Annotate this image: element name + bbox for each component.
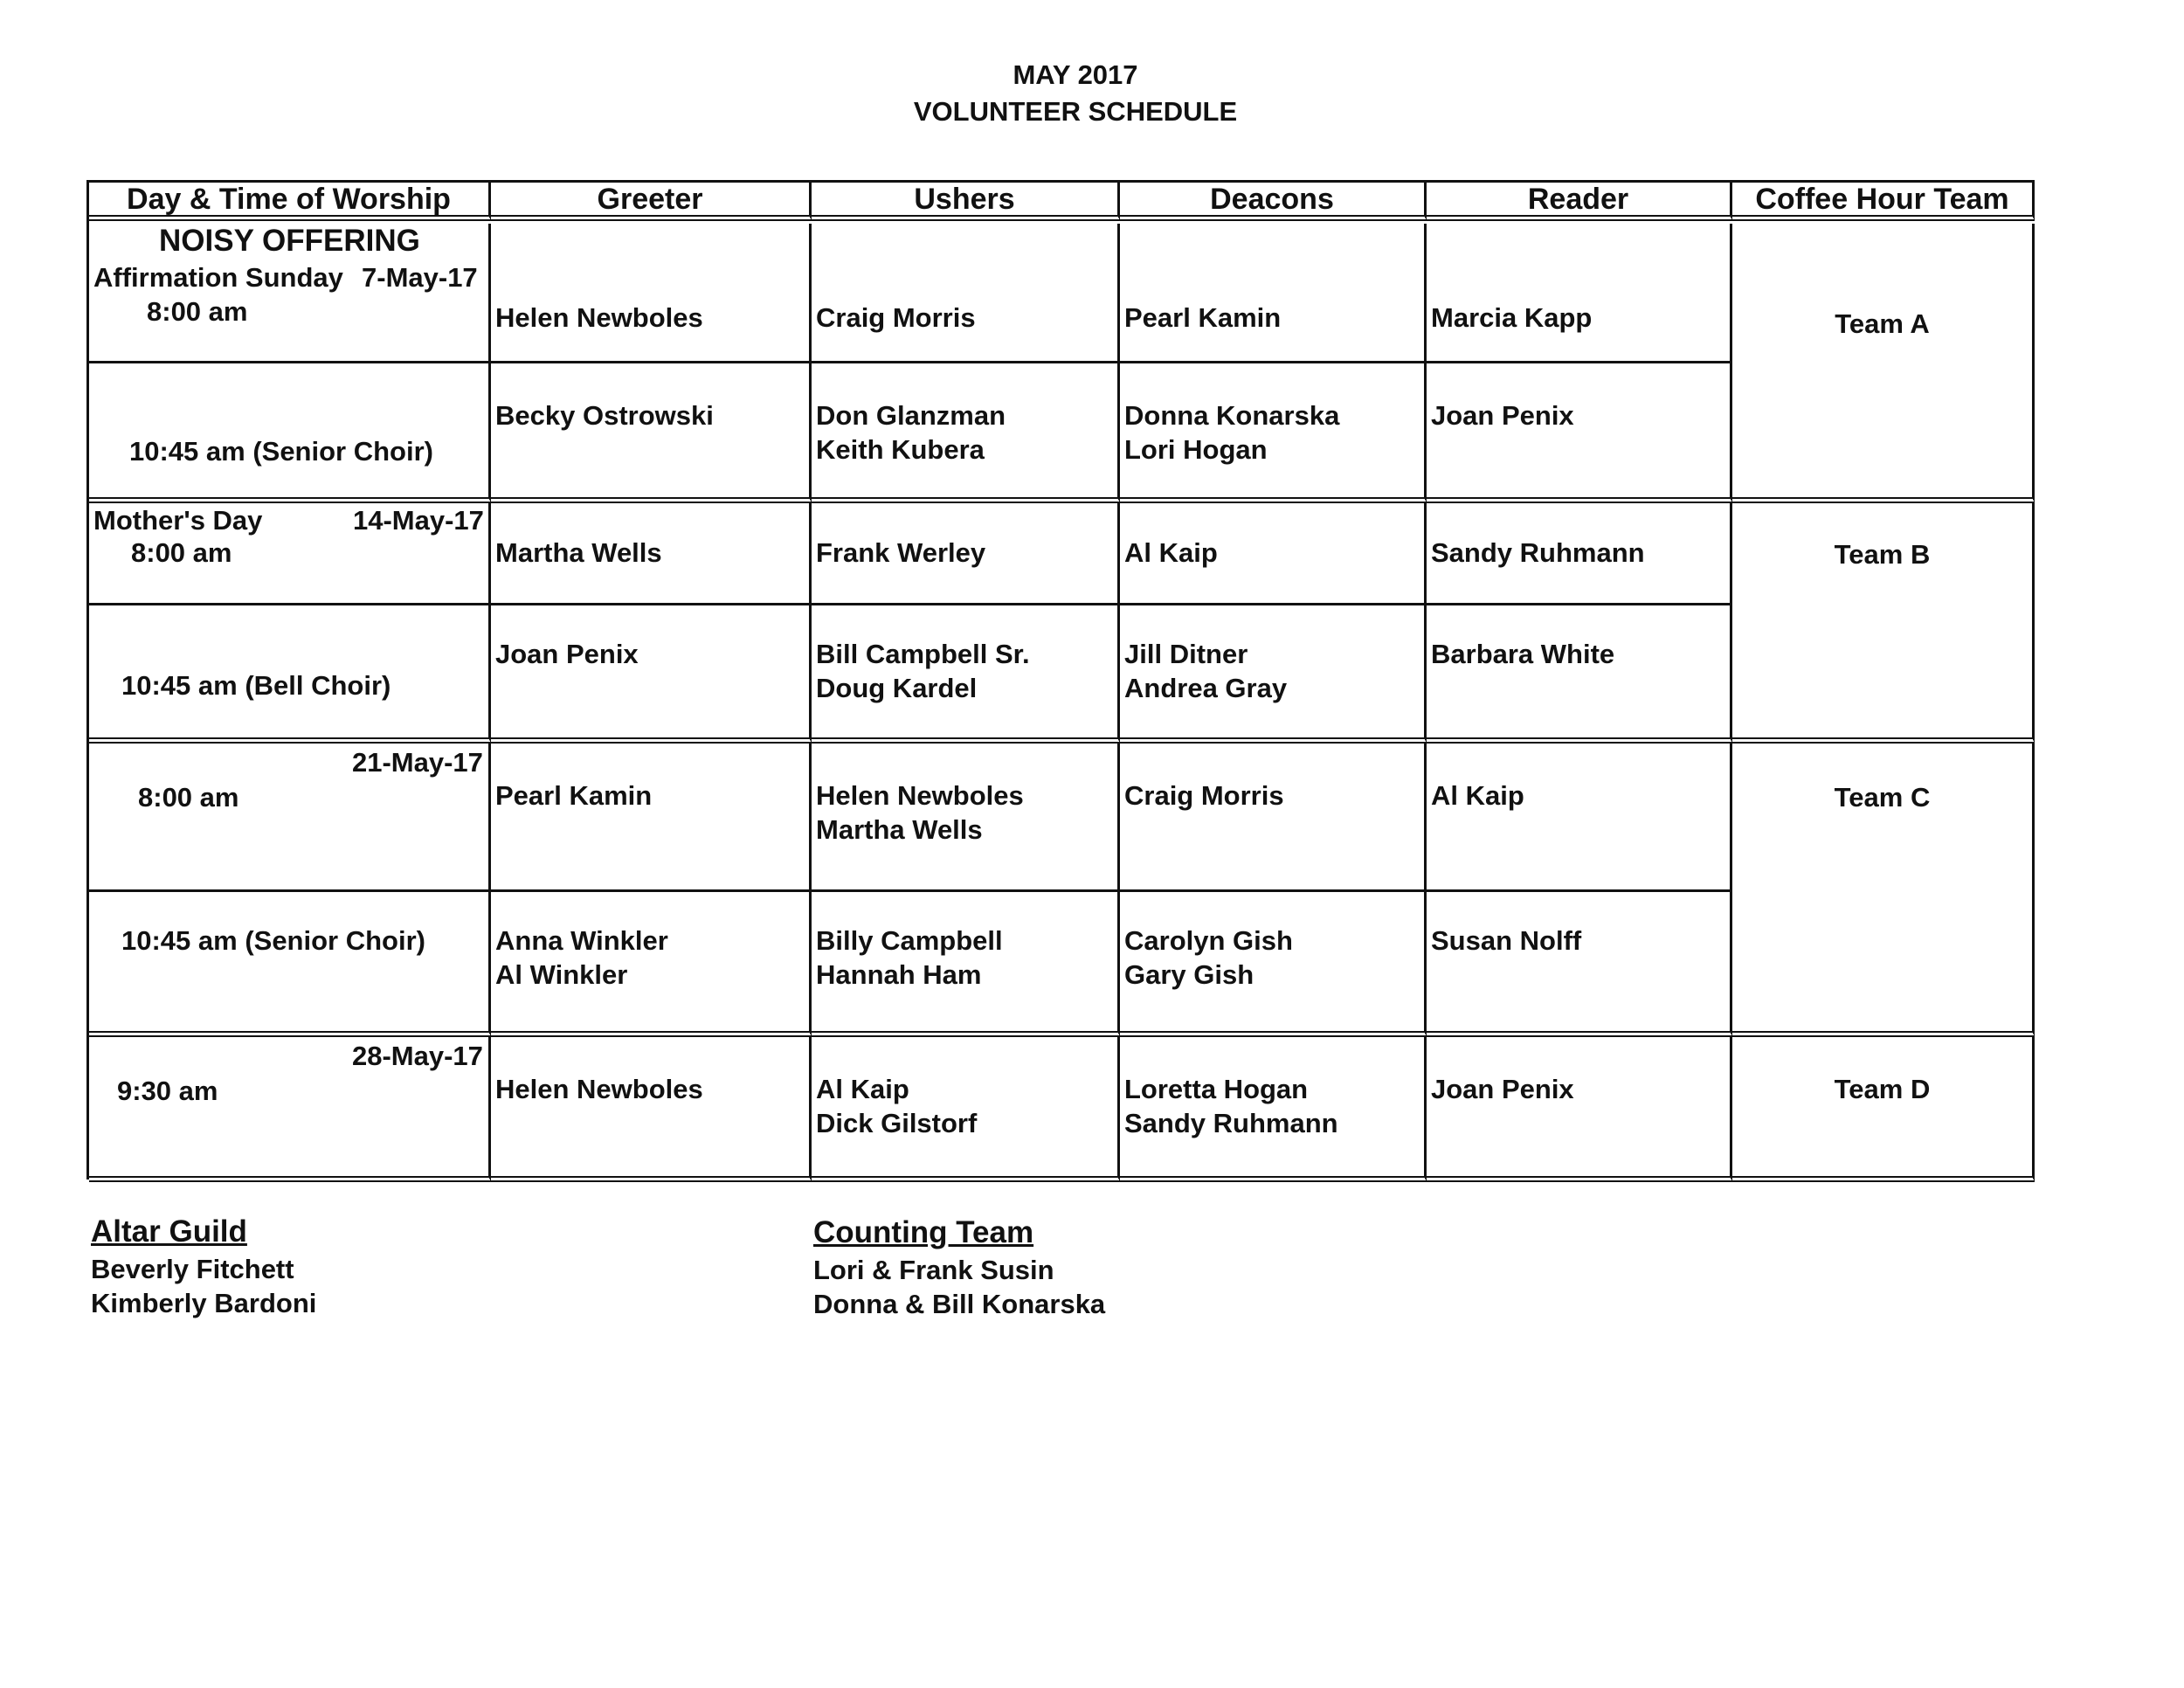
counting-team-member: Lori & Frank Susin — [813, 1255, 1054, 1285]
week-date: 14-May-17 — [353, 505, 484, 536]
week-date: 28-May-17 — [352, 1041, 483, 1071]
usher-name: Hannah Ham — [816, 959, 982, 990]
column-header-coffee-hour-team: Coffee Hour Team — [1732, 183, 2035, 221]
service-time: 8:00 am — [131, 537, 232, 568]
deacon-name: Al Kaip — [1124, 537, 1218, 568]
greeter-name: Joan Penix — [495, 639, 639, 669]
usher-name: Billy Campbell — [816, 925, 1003, 956]
reader-name: Joan Penix — [1431, 400, 1574, 431]
reader-name: Sandy Ruhmann — [1431, 537, 1645, 568]
greeter-name: Helen Newboles — [495, 1074, 703, 1104]
altar-guild-member: Beverly Fitchett — [91, 1254, 294, 1284]
deacon-name: Jill Ditner — [1124, 639, 1248, 669]
counting-team-heading: Counting Team — [813, 1215, 1034, 1249]
deacons-cell — [1120, 363, 1427, 503]
deacons-cell — [1120, 1037, 1427, 1182]
counting-team-member: Donna & Bill Konarska — [813, 1289, 1106, 1319]
greeter-cell — [491, 605, 812, 744]
reader-name: Barbara White — [1431, 639, 1615, 669]
week-label: Affirmation Sunday — [93, 262, 343, 293]
reader-cell — [1427, 892, 1732, 1037]
greeter-name: Pearl Kamin — [495, 780, 653, 811]
worship-cell-week1-late — [89, 363, 491, 503]
usher-name: Frank Werley — [816, 537, 986, 568]
coffee-team-name: Team D — [1834, 1074, 1931, 1104]
greeter-name: Becky Ostrowski — [495, 400, 714, 431]
coffee-team-cell — [1732, 1037, 2035, 1182]
altar-guild-heading: Altar Guild — [91, 1214, 247, 1249]
altar-guild-member: Kimberly Bardoni — [91, 1288, 317, 1318]
usher-name: Craig Morris — [816, 302, 976, 333]
ushers-cell — [812, 605, 1120, 744]
greeter-name: Martha Wells — [495, 537, 662, 568]
noisy-offering-banner: NOISY OFFERING — [159, 224, 420, 258]
greeter-cell — [491, 892, 812, 1037]
coffee-team-cell — [1732, 503, 2035, 744]
worship-cell-week3-early — [89, 744, 491, 892]
greeter-name: Al Winkler — [495, 959, 628, 990]
greeter-cell — [491, 224, 812, 363]
deacon-name: Gary Gish — [1124, 959, 1254, 990]
deacons-cell — [1120, 605, 1427, 744]
ushers-cell — [812, 363, 1120, 503]
usher-name: Dick Gilstorf — [816, 1108, 978, 1138]
coffee-team-name: Team C — [1834, 782, 1931, 813]
usher-name: Al Kaip — [816, 1074, 909, 1104]
deacon-name: Craig Morris — [1124, 780, 1284, 811]
usher-name: Doug Kardel — [816, 673, 978, 703]
service-time: 8:00 am — [147, 296, 248, 327]
usher-name: Helen Newboles — [816, 780, 1024, 811]
usher-name: Don Glanzman — [816, 400, 1006, 431]
deacon-name: Sandy Ruhmann — [1124, 1108, 1338, 1138]
greeter-cell — [491, 1037, 812, 1182]
service-time: 10:45 am (Senior Choir) — [121, 925, 425, 956]
deacons-cell — [1120, 744, 1427, 892]
service-time: 8:00 am — [138, 782, 239, 813]
greeter-name: Helen Newboles — [495, 302, 703, 333]
reader-cell — [1427, 224, 1732, 363]
column-header-day-time: Day & Time of Worship — [89, 183, 491, 221]
deacon-name: Pearl Kamin — [1124, 302, 1282, 333]
greeter-cell — [491, 363, 812, 503]
usher-name: Bill Campbell Sr. — [816, 639, 1030, 669]
column-header-greeter: Greeter — [491, 183, 812, 221]
ushers-cell — [812, 1037, 1120, 1182]
reader-name: Susan Nolff — [1431, 925, 1582, 956]
worship-cell-week2-early — [89, 503, 491, 605]
coffee-team-name: Team A — [1835, 308, 1930, 339]
page-subtitle: VOLUNTEER SCHEDULE — [913, 96, 1238, 127]
deacon-name: Loretta Hogan — [1124, 1074, 1309, 1104]
week-date: 21-May-17 — [352, 747, 483, 778]
worship-cell-week3-late — [89, 892, 491, 1037]
week-date: 7-May-17 — [362, 262, 478, 293]
greeter-cell — [491, 744, 812, 892]
deacon-name: Lori Hogan — [1124, 434, 1268, 465]
usher-name: Martha Wells — [816, 814, 983, 845]
ushers-cell — [812, 892, 1120, 1037]
deacon-name: Andrea Gray — [1124, 673, 1288, 703]
service-time: 9:30 am — [117, 1076, 218, 1106]
worship-cell-week2-late — [89, 605, 491, 744]
service-time: 10:45 am (Bell Choir) — [121, 670, 391, 701]
deacons-cell — [1120, 892, 1427, 1037]
reader-cell — [1427, 605, 1732, 744]
coffee-team-name: Team B — [1834, 539, 1931, 570]
deacons-cell — [1120, 224, 1427, 363]
column-header-reader: Reader — [1427, 183, 1732, 221]
reader-name: Al Kaip — [1431, 780, 1524, 811]
deacons-cell — [1120, 503, 1427, 605]
week-label: Mother's Day — [93, 505, 263, 536]
coffee-team-cell — [1732, 744, 2035, 1037]
reader-cell — [1427, 363, 1732, 503]
worship-cell-week1-early — [89, 224, 491, 363]
ushers-cell — [812, 224, 1120, 363]
greeter-cell — [491, 503, 812, 605]
usher-name: Keith Kubera — [816, 434, 985, 465]
reader-cell — [1427, 744, 1732, 892]
reader-name: Joan Penix — [1431, 1074, 1574, 1104]
ushers-cell — [812, 503, 1120, 605]
service-time: 10:45 am (Senior Choir) — [129, 436, 433, 467]
reader-name: Marcia Kapp — [1431, 302, 1593, 333]
coffee-team-cell — [1732, 224, 2035, 503]
reader-cell — [1427, 503, 1732, 605]
ushers-cell — [812, 744, 1120, 892]
volunteer-schedule-table — [86, 180, 2035, 1180]
column-header-ushers: Ushers — [812, 183, 1120, 221]
deacon-name: Donna Konarska — [1124, 400, 1340, 431]
worship-cell-week4 — [89, 1037, 491, 1182]
greeter-name: Anna Winkler — [495, 925, 668, 956]
reader-cell — [1427, 1037, 1732, 1182]
page-title: MAY 2017 — [1013, 59, 1138, 90]
deacon-name: Carolyn Gish — [1124, 925, 1293, 956]
column-header-deacons: Deacons — [1120, 183, 1427, 221]
